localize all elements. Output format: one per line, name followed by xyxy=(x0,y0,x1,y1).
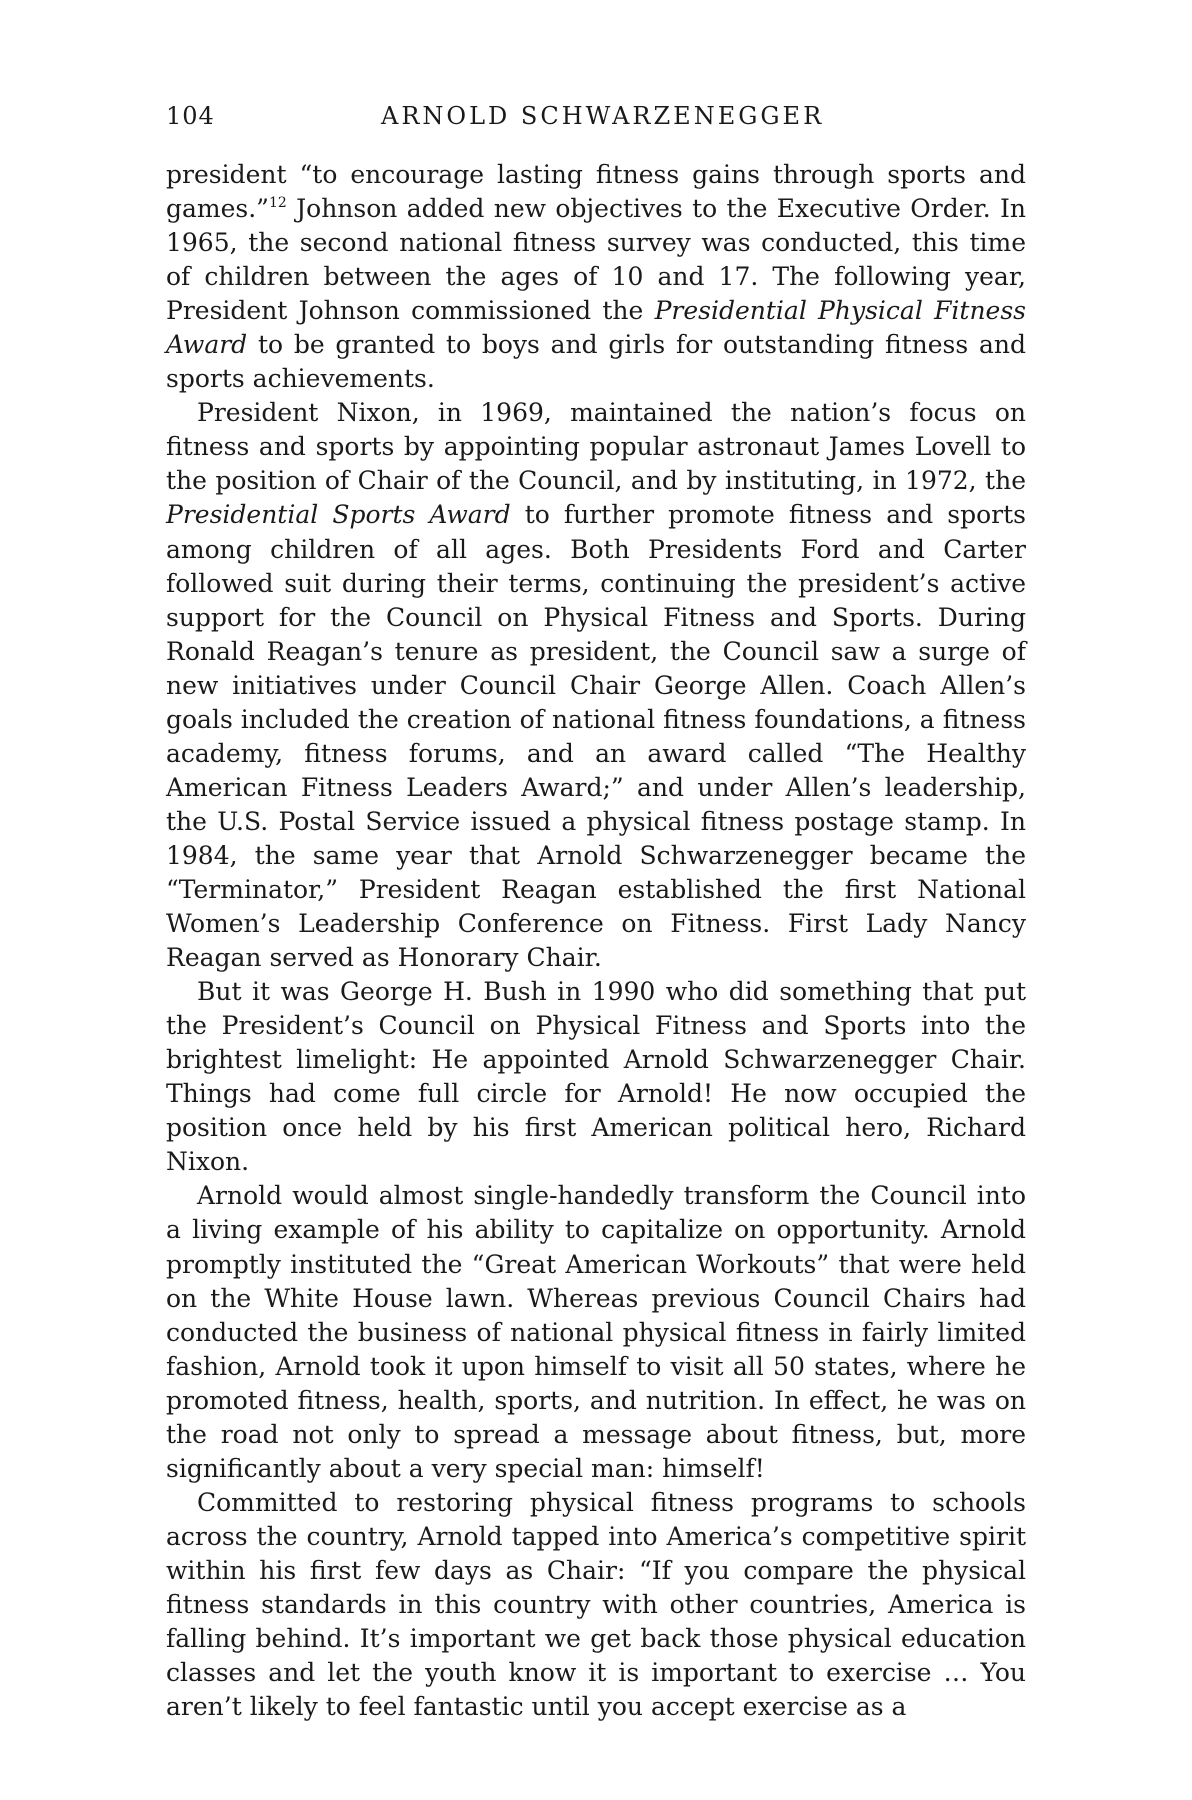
award-title-fitness: Presidential Physical Fitness Award xyxy=(166,296,1027,360)
paragraph-2-text-1: President Nixon, in 1969, maintained the nation’s focus on fitness and sports by appointing popular astronaut James Lovell to the position of Chair of the Council, and by instituting, in 1972, the xyxy=(166,398,1026,496)
page-number: 104 xyxy=(166,102,215,130)
paragraph-2 xyxy=(166,396,1026,975)
footnote-ref-12: 12 xyxy=(268,195,287,212)
paragraph-5: Committed to restoring physical fitness programs to schools across the country, Arnold tapped into America’s competitive spirit within his first few days as Chair: “If you compare the physical fitness standards in this country with other countries, America is falling behind. It’s important we get back those physical education classes and let the youth know it is important to exercise … You aren’t likely to feel fantastic until you accept exercise as a xyxy=(166,1487,1026,1722)
paragraph-1-text-3: to be granted to boys and girls for outstanding fitness and sports achievements. xyxy=(166,330,1026,394)
body-text xyxy=(166,158,1026,1724)
running-title: ARNOLD SCHWARZENEGGER xyxy=(381,102,825,130)
paragraph-2-text-2: to further promote fitness and sports among children of all ages. Both Presidents Ford and Carter followed suit during their terms, continuing the president’s active support for the Council on Physical Fitness and Sports. During Ronald Reagan’s tenure as president, the Council saw a surge of new initiatives under Council Chair George Allen. Coach Allen’s goals included the creation of national fitness foundations, a fitness academy, fitness forums, and an award called “The Healthy American Fitness Leaders Award;” and under Allen’s leadership, the U.S. Postal Service issued a physical fitness postage stamp. In 1984, the same year that Arnold Schwarzenegger became the “Terminator,” President Reagan established the first National Women’s Leadership Conference on Fitness. First Lady Nancy Reagan served as Honorary Chair. xyxy=(166,500,1027,973)
paragraph-4: Arnold would almost single-handedly transform the Council into a living example of his ability to capitalize on opportunity. Arnold promptly instituted the “Great American Workouts” that were held on the White House lawn. Whereas previous Council Chairs had conducted the business of national physical fitness in fairly limited fashion, Arnold took it upon himself to visit all 50 states, where he promoted fitness, health, sports, and nutrition. In effect, he was on the road not only to spread a message about fitness, but, more significantly about a very special man: himself! xyxy=(166,1181,1026,1483)
paragraph-1 xyxy=(166,158,1026,396)
paragraph-3: But it was George H. Bush in 1990 who did something that put the President’s Council on Physical Fitness and Sports into the brightest limelight: He appointed Arnold Schwarzenegger Chair. Things had come full circle for Arnold! He now occupied the position once held by his first American political hero, Richard Nixon. xyxy=(166,977,1026,1177)
running-head xyxy=(166,102,1026,142)
paragraph-1-text-1: president “to encourage lasting fitness gains through sports and games.” xyxy=(166,160,1026,224)
award-title-sports: Presidential Sports Award xyxy=(166,500,511,530)
paragraph-1-text-2: Johnson added new objectives to the Executive Order. In 1965, the second national fitness survey was conducted, this time of children between the ages of 10 and 17. The following year, President Johnson commissioned the xyxy=(166,194,1026,326)
